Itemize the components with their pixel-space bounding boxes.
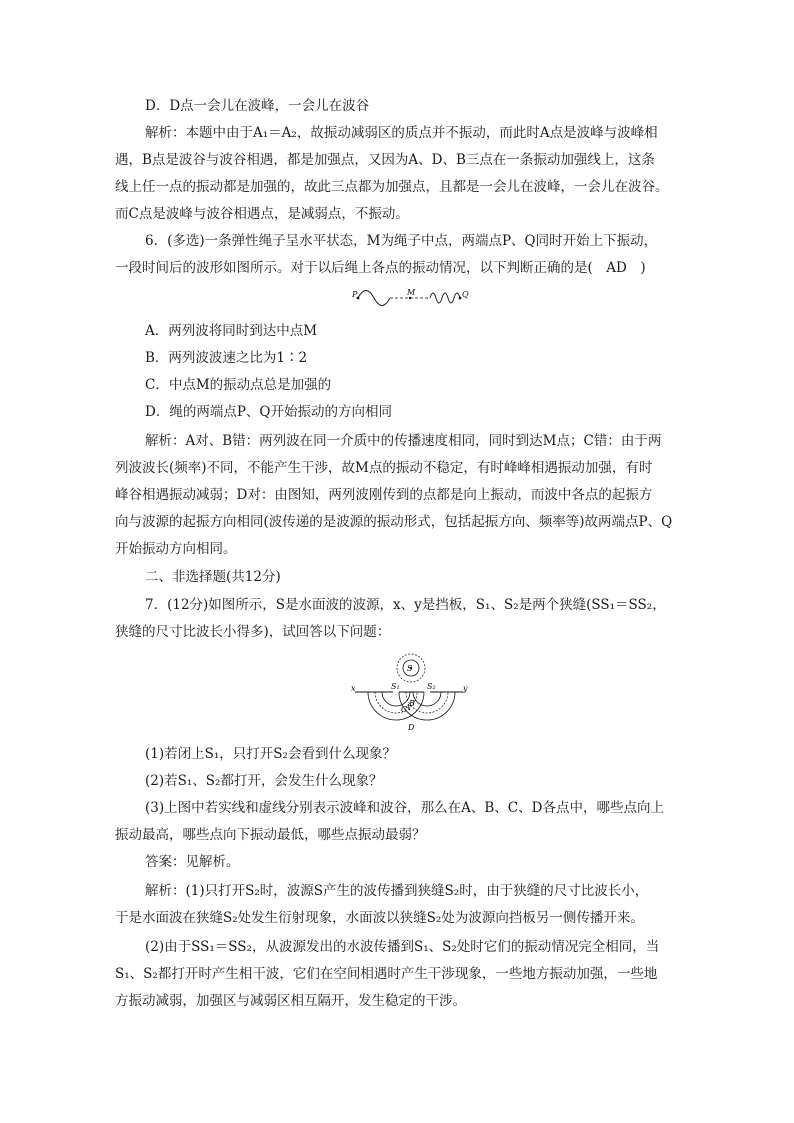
analysis-line: 峰谷相遇振动减弱；D对：由图知，两列波刚传到的点都是向上振动，而波中各点的起振方 — [115, 487, 653, 503]
left-wave — [358, 291, 390, 306]
label-y: y — [463, 684, 468, 693]
label-c: C — [401, 705, 408, 714]
analysis-line: 解析：A对、B错：两列波在同一介质中的传播速度相同，同时到达M点；C错：由于两 — [145, 433, 662, 449]
question-7-stem: 7．(12分)如图所示，S是水面波的波源，x、y是挡板，S₁、S₂是两个狭缝(SS₁＝SS₂， — [145, 597, 666, 613]
label-d: D — [408, 723, 415, 732]
point-m-dot — [409, 297, 411, 299]
sub-question-2: (2)若S₁、S₂都打开，会发生什么现象？ — [145, 773, 383, 789]
analysis-line: (2)由于SS₁＝SS₂，从波源发出的水波传播到S₁、S₂处时它们的振动情况完全相同，当 — [145, 939, 660, 955]
analysis-line: 遇，B点是波谷与波谷相遇，都是加强点，又因为A、D、B三点在一条振动加强线上，这条 — [115, 152, 655, 168]
sub-question-3: 振动最高，哪些点向下振动最低，哪些点振动最弱？ — [115, 827, 426, 843]
analysis-line: 方振动减弱，加强区与减弱区相互隔开，发生稳定的干涉。 — [115, 993, 466, 1009]
option-c: C．中点M的振动点总是加强的 — [145, 377, 332, 393]
sub-question-1: (1)若闭上S₁，只打开S₂会看到什么现象？ — [145, 746, 396, 762]
label-q: Q — [462, 290, 469, 299]
label-s2: S₂ — [427, 682, 436, 691]
option-d: D．绳的两端点P、Q开始振动的方向相同 — [145, 404, 392, 420]
point-q-dot — [459, 297, 462, 300]
label-s1: S₁ — [391, 682, 400, 691]
analysis-line: 开始振动方向相同。 — [115, 541, 237, 557]
analysis-line: 向与波源的起振方向相同(波传递的是波源的振动形式，包括起振方向、频率等)故两端点P、Q — [115, 514, 673, 530]
question-6-stem: 6．(多选)一条弹性绳子呈水平状态，M为绳子中点，两端点P、Q同时开始上下振动， — [145, 233, 658, 249]
question-6-stem: 一段时间后的波形如图所示。对于以后绳上各点的振动情况，以下判断正确的是( AD ) — [115, 260, 646, 276]
option-b: B．两列波波速之比为1∶2 — [145, 350, 308, 366]
analysis-line: 线上任一点的振动都是加强的，故此三点都为加强点，且都是一会儿在波峰，一会儿在波谷。 — [115, 179, 669, 195]
label-a: A — [405, 703, 411, 712]
analysis-line: 解析：(1)只打开S₂时，波源S产生的波传播到狭缝S₂时，由于狭缝的尺寸比波长小， — [145, 883, 649, 899]
analysis-line: 而C点是波峰与波谷相遇点，是减弱点，不振动。 — [115, 206, 409, 222]
label-x: x — [351, 684, 356, 693]
label-s: S — [407, 664, 413, 673]
option-a: A．两列波将同时到达中点M — [145, 323, 318, 339]
section-heading: 二、非选择题(共12分) — [145, 569, 281, 585]
right-wave — [430, 293, 460, 303]
option-d-prev: D．D点一会儿在波峰，一会儿在波谷 — [145, 98, 370, 114]
label-m: M — [407, 288, 416, 297]
double-slit-figure — [345, 650, 475, 735]
analysis-line: 列波波长(频率)不同，不能产生干涉，故M点的振动不稳定，有时峰峰相遇振动加强，有时 — [115, 460, 653, 476]
label-p: P — [352, 290, 358, 299]
sub-question-3: (3)上图中若实线和虚线分别表示波峰和波谷，那么在A、B、C、D各点中，哪些点向上 — [145, 800, 664, 816]
label-b: B — [409, 699, 415, 708]
answer-line: 答案：见解析。 — [145, 854, 240, 870]
analysis-line: 解析：本题中由于A₁＝A₂，故振动减弱区的质点并不振动，而此时A点是波峰与波峰相 — [145, 125, 658, 141]
rope-wave-figure — [352, 287, 470, 313]
analysis-line: 于是水面波在狭缝S₂处发生衍射现象，水面波以狭缝S₂处为波源向挡板另一侧传播开来。 — [115, 910, 644, 926]
analysis-line: S₁、S₂都打开时产生相干波，它们在空间相遇时产生干涉现象，一些地方振动加强，一些地 — [115, 966, 658, 982]
question-7-stem: 狭缝的尺寸比波长小得多)，试回答以下问题： — [115, 624, 391, 640]
